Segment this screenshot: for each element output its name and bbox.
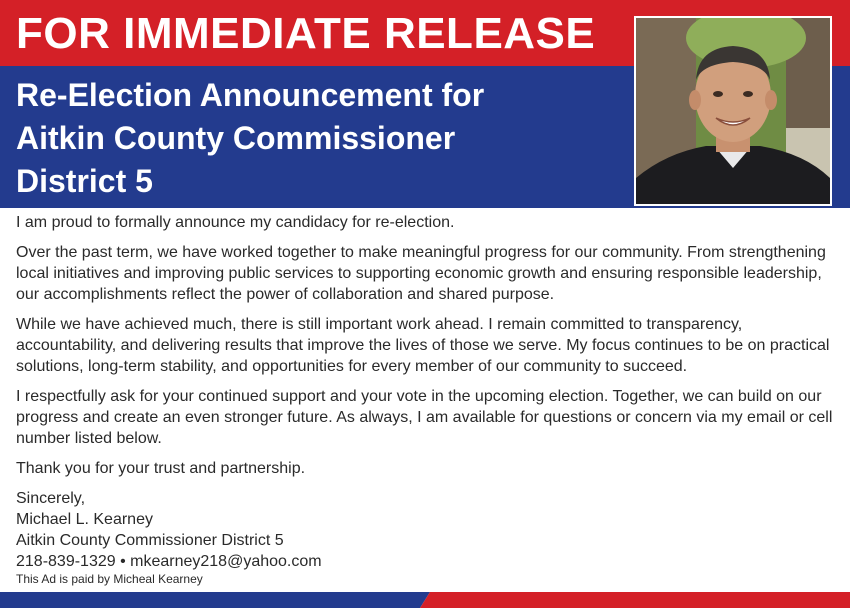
signature-block <box>16 488 838 572</box>
signature-name: Michael L. Kearney <box>16 511 153 528</box>
body-paragraph: I am proud to formally announce my candidacy for re-election. <box>16 214 455 231</box>
candidate-portrait-icon <box>636 18 830 204</box>
body-paragraph: While we have achieved much, there is still important work ahead. I remain committed to transparency, accountability, and delivering results that improve the lives of those we serve. My focus continues to be on practical solutions, long-term stability, and opportunities for every member of our community to succeed. <box>16 316 830 375</box>
paid-for-disclaimer: This Ad is paid by Micheal Kearney <box>16 572 203 586</box>
bottom-stripe <box>0 592 850 608</box>
body-paragraph: Over the past term, we have worked together to make meaningful progress for our community. From strengthening local initiatives and improving public services to supporting economic growth and ensuring responsible leadership, our accomplishments reflect the power of collaboration and shared purpose. <box>16 244 826 303</box>
title-line: Re-Election Announcement for <box>16 77 485 113</box>
body-paragraph: Thank you for your trust and partnership. <box>16 460 306 477</box>
announcement-title <box>16 74 616 203</box>
signature-contact: 218-839-1329 • mkearney218@yahoo.com <box>16 553 322 570</box>
signature-closing: Sincerely, <box>16 490 86 507</box>
title-line: Aitkin County Commissioner <box>16 120 456 156</box>
body-paragraph: I respectfully ask for your continued support and your vote in the upcoming election. Together, we can build on our progress and create an even stronger future. As always, I am available for questions or concern via my email or cell number listed below. <box>16 388 833 447</box>
headline: FOR IMMEDIATE RELEASE <box>16 9 596 58</box>
signature-role: Aitkin County Commissioner District 5 <box>16 532 284 549</box>
title-line: District 5 <box>16 163 153 199</box>
announcement-body <box>16 212 838 572</box>
candidate-photo <box>634 16 832 206</box>
